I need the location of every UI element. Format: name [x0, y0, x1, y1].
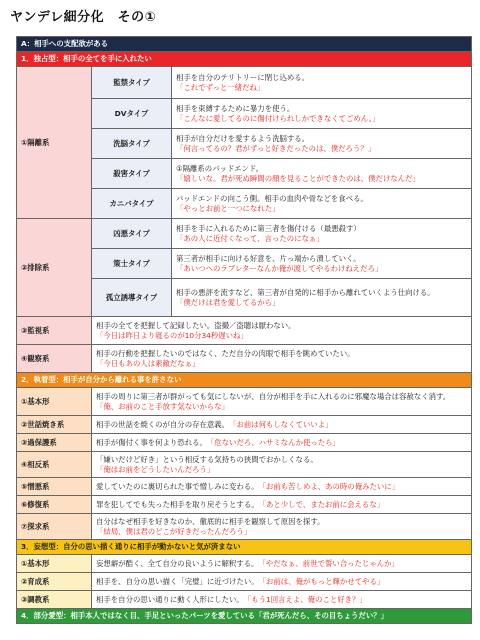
description-cell: [92, 388, 472, 416]
quote-text: 「結局、僕は君のどこが好きだったんだろう」: [96, 526, 252, 536]
description-cell: [172, 219, 472, 249]
type-label: 洗脳タイプ: [92, 129, 172, 159]
description-cell: [172, 67, 472, 99]
quote-text: 「こんなに愛してるのに傷付けられしかできなくてごめん。」: [176, 113, 380, 123]
quote-text: 「お前は何もしなくていいよ」: [232, 419, 333, 429]
category-label: ①隔離系: [17, 67, 92, 219]
description-text: 相手を手に入れるために第三者を傷付ける（最悪殺す）: [176, 223, 361, 233]
description-cell: [92, 555, 472, 573]
category-label: ①基本形: [17, 555, 92, 573]
description-cell: [92, 345, 472, 373]
description-text: 相手の世話を焼くのが自分の存在意義。: [96, 419, 226, 429]
description-cell: [172, 129, 472, 159]
description-cell: [92, 591, 472, 609]
description-text: 相手を自分のテリトリーに閉じ込める。: [176, 72, 310, 82]
description-cell: [172, 249, 472, 279]
description-text: 相手が傷付く事を何より恐れる。: [96, 437, 204, 447]
quote-text: 「俺はお前をどうしたいんだろう」: [96, 464, 215, 474]
page-title: ヤンデレ細分化 その①: [10, 10, 157, 25]
description-text: バッドエンドの向こう側。相手の血肉や骨などを食べる。: [176, 193, 368, 203]
quote-text: 「あの人に近付くなって、言ったのになぁ」: [176, 233, 324, 243]
description-text: 自分はなぜ相手を好きなのか、徹底的に相手を観察して原因を探す。: [96, 516, 325, 526]
section-4-title: 4．部分愛型：相手本人ではなく目、手足といったパーツを愛している「君が死んだら、その目ちょうだい？」: [17, 609, 472, 624]
table-row: [17, 67, 472, 99]
section-a-title: A：相手への支配欲がある: [17, 37, 472, 52]
table-row: [17, 434, 472, 452]
description-cell: [92, 317, 472, 345]
section-1-header: [17, 52, 472, 67]
description-text: 相手の周りに第三者が群がっても気にしないが、自分が相手を手に入れるのに邪魔な場合は容赦なく消す。: [96, 391, 451, 401]
category-label: ⑥修復系: [17, 496, 92, 514]
table-row: [17, 452, 472, 478]
table-row: [17, 219, 472, 249]
description-text: 相手の悪評を流すなど、第三者が自発的に相手から離れていくよう仕向ける。: [176, 287, 435, 297]
quote-text: 「何言ってるの？君がずっと好きだったのは、僕だろう？」: [176, 143, 376, 153]
quote-text: 「やっとお前と一つになれた」: [176, 203, 280, 213]
quote-text: 「あと少しで、またお前に会えるな」: [262, 499, 385, 509]
type-label: 監禁タイプ: [92, 67, 172, 99]
description-cell: [92, 514, 472, 540]
description-cell: [92, 573, 472, 591]
section-2-header: [17, 373, 472, 388]
table-row: [17, 317, 472, 345]
table-row: [17, 514, 472, 540]
table-row: [17, 478, 472, 496]
quote-text: 「危ないだろ、ハサミなんか使ったら」: [210, 437, 340, 447]
description-text: 罪を犯してでも失った相手を取り戻そうとする。: [96, 499, 255, 509]
quote-text: 「今日は昨日より寝るのが10分34秒遅いね」: [96, 330, 248, 340]
category-label: ③調教系: [17, 591, 92, 609]
description-text: 相手を束縛するために暴力を使う。: [176, 103, 295, 113]
quote-text: 「あいつへのラブレターなんか俺が渡してやるわけねえだろ」: [176, 263, 383, 273]
description-text: 相手の行動を把握したいのではなく、ただ自分の肉眼で相手を眺めていたい。: [96, 348, 355, 358]
quote-text: 「もう1回言えよ、俺のこと好き？」: [247, 594, 367, 604]
table-row: [17, 345, 472, 373]
table-row: [17, 591, 472, 609]
type-label: カニバタイプ: [92, 189, 172, 219]
description-text: 「嫌いだけど好き」という相反する気持ちの狭間でおかしくなる。: [96, 454, 318, 464]
section-2-title: 2．執着型：相手が自分から離れる事を許さない: [17, 373, 472, 388]
description-text: 第三者が相手に向ける好意を、片っ端から潰していく。: [176, 253, 361, 263]
description-text: 相手が自分だけを愛するよう洗脳する。: [176, 133, 310, 143]
quote-text: 「お前も苦しめよ、あの時の俺みたいに」: [262, 481, 400, 491]
table-row: [17, 416, 472, 434]
quote-text: 「俺、お前のこと手放す気ないからな」: [96, 401, 230, 411]
description-text: ①隔離系のバッドエンド。: [176, 163, 263, 173]
section-1-title: 1．独占型：相手の全てを手に入れたい: [17, 52, 472, 67]
category-label: ②排除系: [17, 219, 92, 317]
category-label: ③監視系: [17, 317, 92, 345]
table-row: [17, 555, 472, 573]
table-row: [17, 388, 472, 416]
quote-text: 「やだなぁ、前世で誓い合ったじゃんか」: [262, 558, 399, 568]
type-label: 凶悪タイプ: [92, 219, 172, 249]
classification-table: [16, 36, 471, 624]
category-label: ⑦探求系: [17, 514, 92, 540]
category-label: ②世話焼き系: [17, 416, 92, 434]
description-cell: [92, 434, 472, 452]
description-cell: [172, 189, 472, 219]
section-4-header: [17, 609, 472, 624]
description-cell: [172, 159, 472, 189]
category-label: ②育成系: [17, 573, 92, 591]
description-cell: [92, 416, 472, 434]
section-3-title: 3．妄想型：自分の思い描く通りに相手が動かないと気が済まない: [17, 540, 472, 555]
table-row: [17, 573, 472, 591]
description-cell: [92, 478, 472, 496]
quote-text: 「今日もあの人は素敵だなぁ」: [96, 358, 200, 368]
type-label: 孤立誘導タイプ: [92, 279, 172, 317]
quote-text: 「これでずっと一緒だね」: [176, 82, 265, 92]
category-label: ④相反系: [17, 452, 92, 478]
description-text: 妄想癖が酷く、全て自分の良いように解釈する。: [96, 558, 255, 568]
description-text: 愛していたのに裏切られた事で憎しみに変わる。: [96, 481, 255, 491]
description-cell: [92, 452, 472, 478]
category-label: ⑤憎悪系: [17, 478, 92, 496]
section-3-header: [17, 540, 472, 555]
description-cell: [172, 99, 472, 129]
description-text: 相手を、自分の思い描く「完璧」に近づけたい。: [96, 576, 255, 586]
quote-text: 「僕だけは君を愛してるから」: [176, 297, 280, 307]
category-label: ①基本形: [17, 388, 92, 416]
category-label: ④観察系: [17, 345, 92, 373]
description-text: 相手を自分の思い通りに動く人形にしたい。: [96, 594, 241, 604]
quote-text: 「嬉しいな。君が死ぬ瞬間の顔を見ることができたのは、僕だけなんだ」: [176, 173, 420, 183]
type-label: 殺害タイプ: [92, 159, 172, 189]
description-text: 相手の全てを把握して記録したい。盗撮／盗聴は厭わない。: [96, 320, 296, 330]
table-row: [17, 496, 472, 514]
category-label: ③過保護系: [17, 434, 92, 452]
type-label: 策士タイプ: [92, 249, 172, 279]
type-label: DVタイプ: [92, 99, 172, 129]
description-cell: [172, 279, 472, 317]
description-cell: [92, 496, 472, 514]
section-a-header: [17, 37, 472, 52]
quote-text: 「お前は、俺がもっと輝かせてやる」: [262, 576, 385, 586]
